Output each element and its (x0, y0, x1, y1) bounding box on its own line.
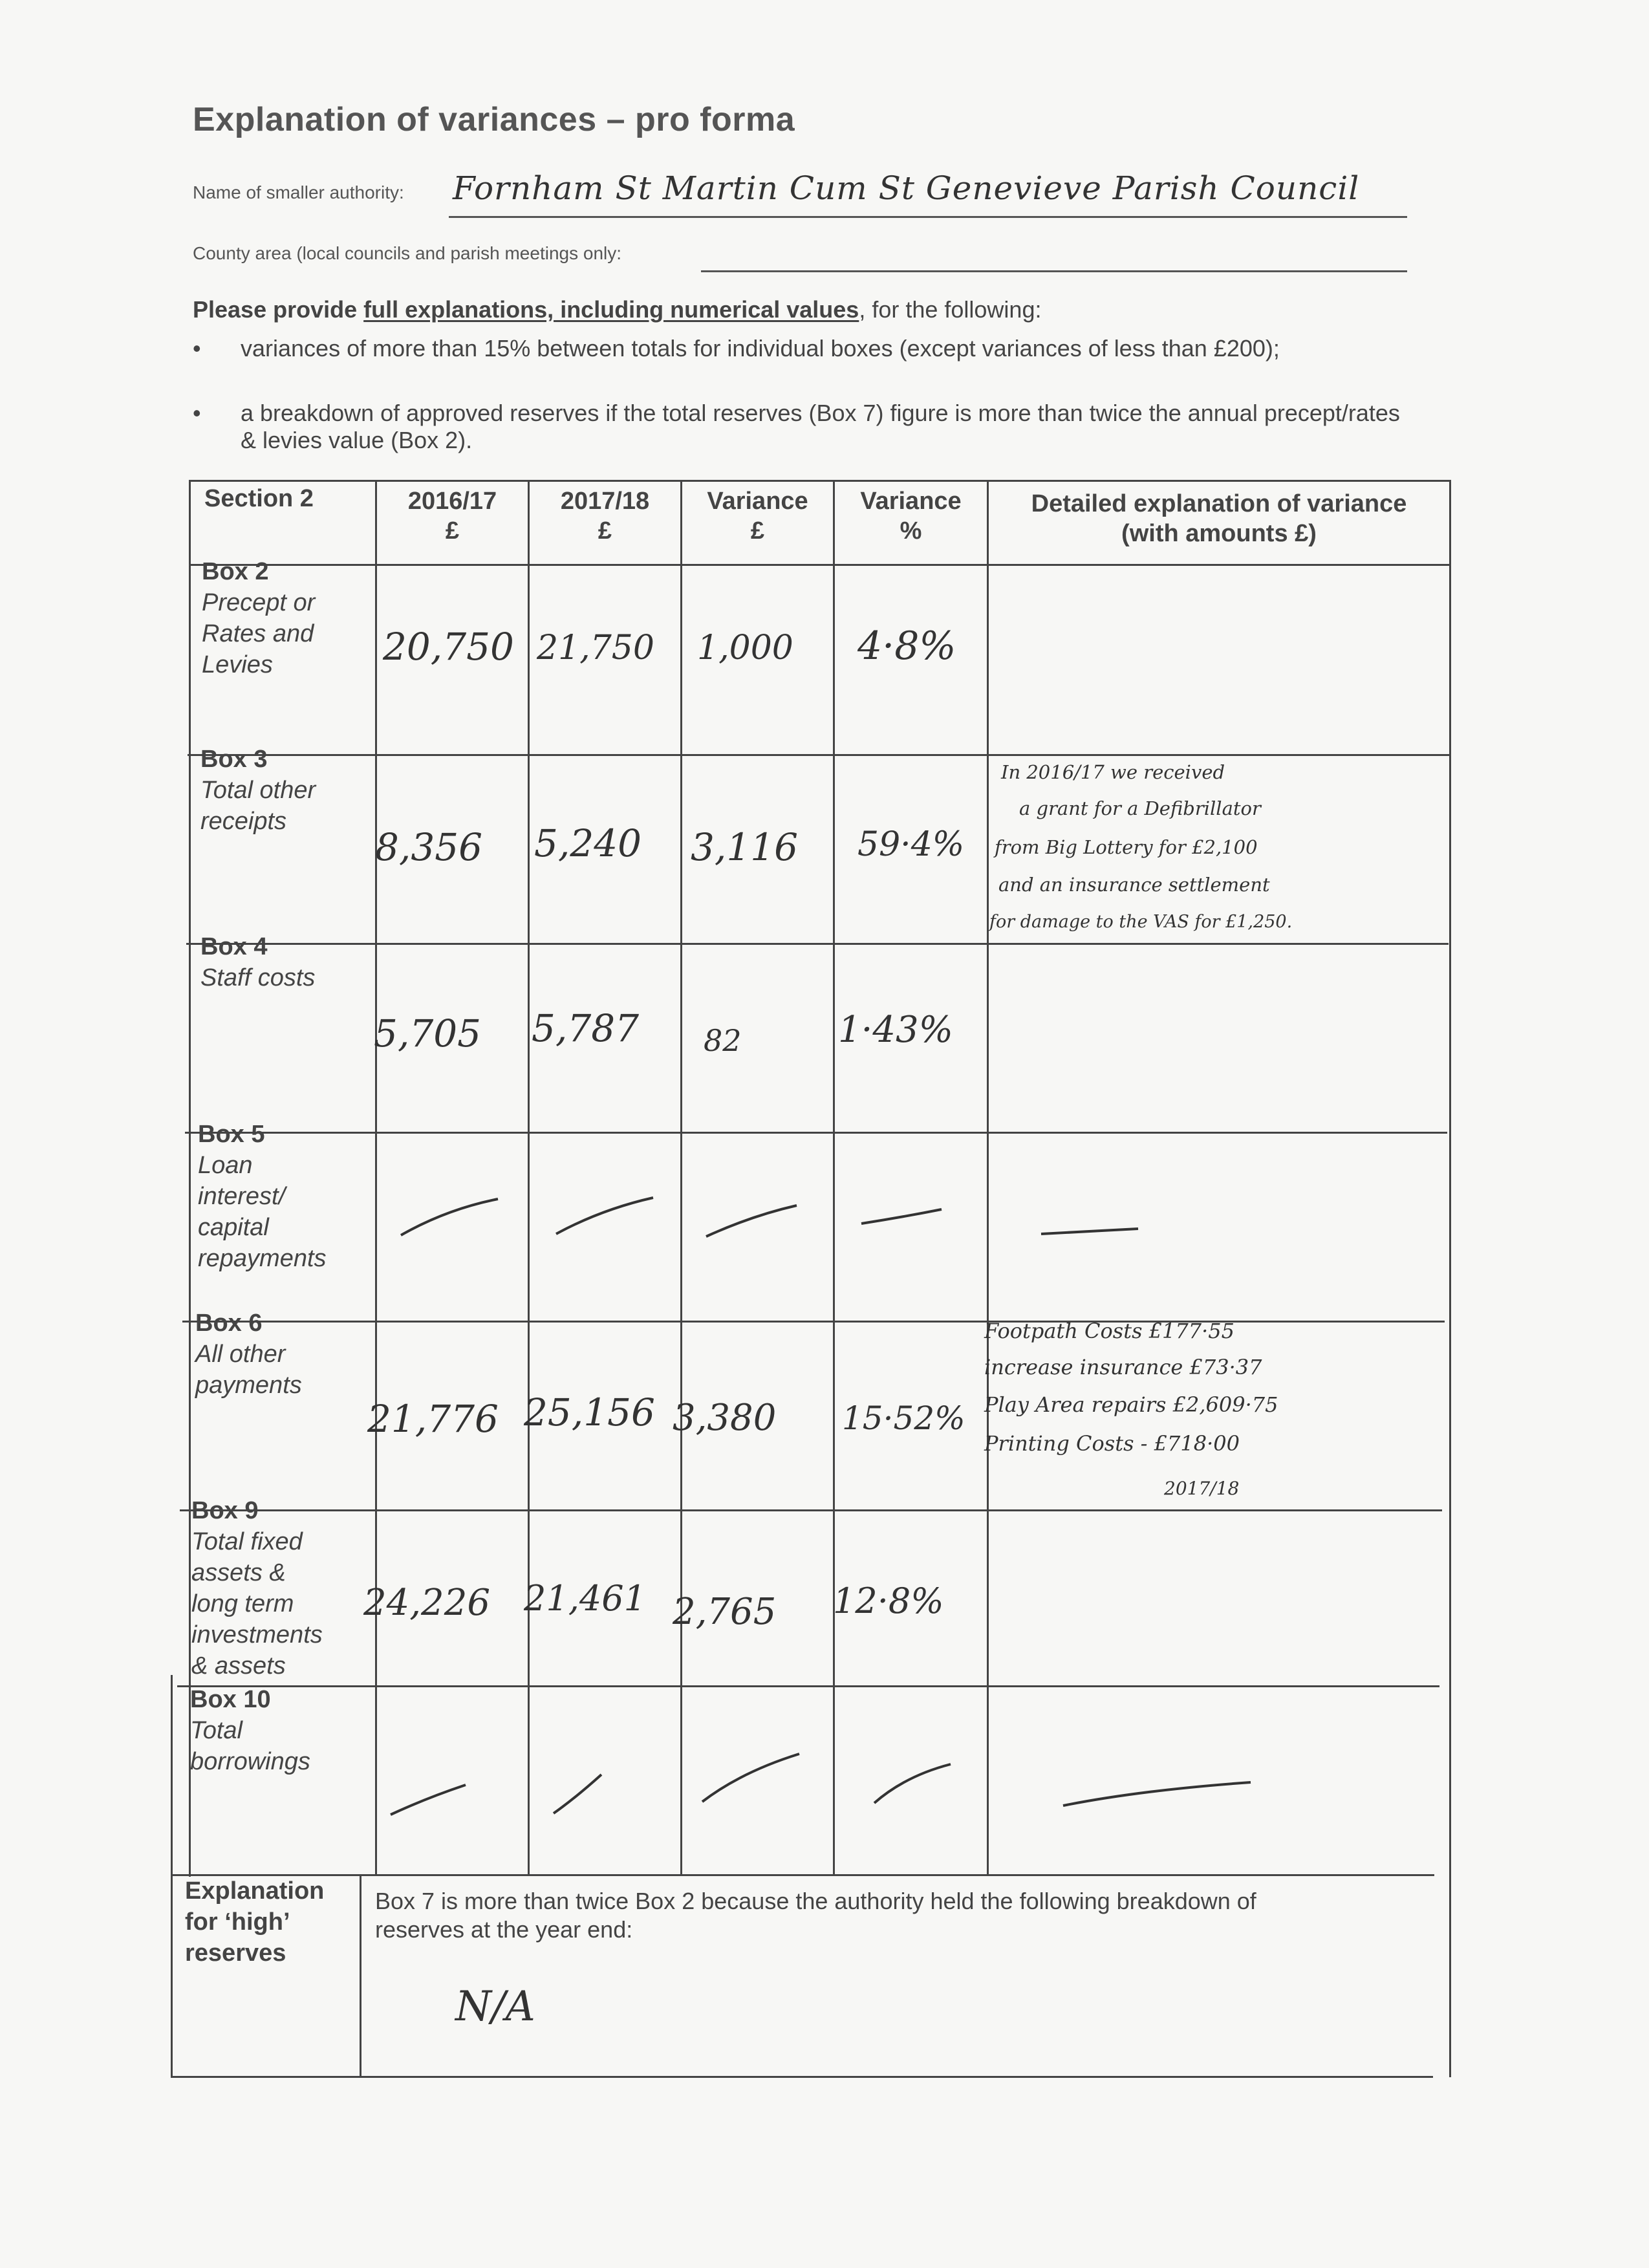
box-description: Staff costs (200, 964, 316, 991)
box2-variance-value[interactable]: 1,000 (697, 629, 793, 667)
box2-2017-value[interactable]: 21,750 (537, 629, 654, 667)
box9-variance-percent[interactable]: 12·8% (833, 1581, 944, 1621)
instructions-emphasis: full explanations, including numerical values (363, 296, 859, 323)
reserves-statement-line: Box 7 is more than twice Box 2 because the authority held the following breakdown of (375, 1888, 1256, 1914)
explanation-line: and an insurance settlement (998, 874, 1270, 896)
box4-variance-percent[interactable]: 1·43% (838, 1009, 953, 1051)
row-box4-label (200, 931, 315, 993)
authority-label: Name of smaller authority: (193, 182, 404, 202)
form-title: Explanation of variances – pro forma (193, 101, 795, 138)
box10-explanation-dash (1057, 1764, 1264, 1816)
col-divider-reserves (360, 1874, 361, 2077)
box3-variance-percent[interactable]: 59·4% (857, 825, 965, 864)
header-explanation-unit: (with amounts £) (1121, 520, 1317, 547)
authority-value[interactable]: Fornham St Martin Cum St Genevieve Parish Council (453, 169, 1360, 207)
row-divider (185, 1132, 1447, 1134)
header-variance-percent-unit: % (900, 517, 922, 545)
header-2016-17-unit: £ (445, 517, 460, 545)
box-description: Precept or (202, 589, 316, 616)
row-box5-label (198, 1119, 327, 1274)
table-top-border (189, 480, 1451, 482)
instructions-heading (193, 296, 1041, 323)
row-divider (177, 1685, 1439, 1687)
header-explanation (989, 489, 1449, 548)
reserves-label-line: Explanation (185, 1877, 325, 1905)
instructions-lead: Please provide (193, 296, 364, 323)
authority-underline (449, 216, 1407, 218)
box6-variance-value[interactable]: 3,380 (673, 1397, 777, 1439)
row-box9-label (191, 1495, 323, 1681)
bullet-1-text: variances of more than 15% between totals for individual boxes (except variances of less than £200); (241, 335, 1280, 362)
header-2017-18-label: 2017/18 (560, 488, 650, 515)
header-2017-18-unit: £ (598, 517, 612, 545)
county-label: County area (local councils and parish meetings only: (193, 243, 622, 263)
explanation-line: Play Area repairs £2,609·75 (984, 1392, 1278, 1417)
header-section: Section 2 (204, 485, 314, 512)
box-description: capital (198, 1214, 269, 1241)
box6-2017-value[interactable]: 25,156 (524, 1390, 655, 1434)
row-divider (189, 564, 1451, 566)
reserves-statement-line: reserves at the year end: (375, 1916, 633, 1943)
col-divider (528, 480, 530, 1874)
box2-2016-value[interactable]: 20,750 (383, 625, 514, 669)
box4-2017-value[interactable]: 5,787 (532, 1006, 640, 1050)
row-box6-label (195, 1308, 302, 1401)
box-description: Total (190, 1717, 242, 1744)
header-variance-amount-unit: £ (750, 517, 765, 545)
table-left-border-lower (171, 1675, 173, 2078)
box9-2016-value[interactable]: 24,226 (363, 1582, 490, 1624)
row-box2-label (202, 556, 315, 680)
box3-variance-value[interactable]: 3,116 (691, 825, 799, 869)
header-explanation-label: Detailed explanation of variance (1031, 490, 1407, 517)
reserves-label (185, 1875, 324, 1969)
reserves-answer[interactable]: N/A (455, 1983, 535, 2031)
box-description: receipts (200, 808, 287, 835)
box-number: Box 9 (191, 1497, 259, 1524)
box5-explanation-dash (1035, 1216, 1164, 1242)
header-variance-percent-label: Variance (860, 488, 962, 515)
col-divider (833, 480, 835, 1874)
box10-variance-dash (696, 1740, 825, 1811)
table-right-border (1449, 480, 1451, 2077)
bullet-icon: • (193, 335, 201, 362)
box-number: Box 5 (198, 1121, 265, 1148)
box-description: Loan (198, 1152, 253, 1179)
table-left-border-upper (189, 480, 191, 1877)
box9-2017-value[interactable]: 21,461 (524, 1578, 646, 1619)
box10-percent-dash (867, 1750, 996, 1815)
instructions-tail: , for the following: (859, 296, 1042, 323)
box3-2016-value[interactable]: 8,356 (375, 825, 483, 869)
header-variance-amount (682, 486, 833, 546)
header-2017-18 (530, 486, 680, 546)
explanation-line: for damage to the VAS for £1,250. (989, 912, 1293, 932)
explanation-line: a grant for a Defibrillator (1019, 797, 1261, 819)
box5-percent-dash (851, 1196, 980, 1235)
box-description: Total other (200, 777, 316, 804)
box-description: repayments (198, 1245, 327, 1272)
box4-variance-value[interactable]: 82 (704, 1023, 742, 1058)
box4-2016-value[interactable]: 5,705 (374, 1011, 482, 1055)
box10-2017-dash (543, 1759, 673, 1824)
explanation-line: increase insurance £73·37 (984, 1355, 1262, 1379)
explanation-line: Printing Costs - £718·00 (984, 1431, 1240, 1456)
bullet-2-text: a breakdown of approved reserves if the total reserves (Box 7) figure is more than twice the annual precept/rates & levies value (Box 2). (241, 400, 1400, 453)
box-number: Box 6 (195, 1310, 263, 1337)
box-description: assets & (191, 1559, 286, 1586)
col-divider (987, 480, 989, 1874)
box-description: investments (191, 1621, 323, 1648)
header-variance-percent (835, 486, 987, 546)
box-description: & assets (191, 1652, 286, 1679)
box5-2016-dash (388, 1190, 517, 1242)
bullet-icon: • (193, 400, 201, 426)
box5-variance-dash (693, 1196, 823, 1248)
box-description: payments (195, 1372, 302, 1399)
box-description: borrowings (190, 1748, 310, 1775)
box-description: interest/ (198, 1183, 286, 1210)
reserves-label-line: reserves (185, 1939, 286, 1967)
box6-2016-value[interactable]: 21,776 (367, 1397, 499, 1441)
box-description: Rates and (202, 620, 314, 647)
header-variance-amount-label: Variance (707, 488, 808, 515)
row-box10-label (190, 1684, 310, 1777)
row-divider (180, 1509, 1442, 1511)
box9-variance-value[interactable]: 2,765 (673, 1591, 777, 1633)
row-divider (182, 1321, 1445, 1323)
header-2016-17-label: 2016/17 (407, 488, 497, 515)
row-box3-label (200, 744, 316, 837)
box2-variance-percent[interactable]: 4·8% (857, 623, 956, 669)
county-underline (701, 270, 1407, 272)
box-description: All other (195, 1341, 286, 1368)
explanation-line: Footpath Costs £177·55 (984, 1319, 1234, 1343)
box-number: Box 2 (202, 558, 269, 585)
reserves-statement (375, 1887, 1442, 1944)
box-number: Box 3 (200, 746, 268, 773)
explanation-line: from Big Lottery for £2,100 (995, 836, 1258, 858)
box10-2016-dash (382, 1759, 511, 1824)
box-description: long term (191, 1590, 294, 1617)
box-description: Total fixed (191, 1528, 303, 1555)
explanation-line: In 2016/17 we received (1001, 761, 1225, 783)
explanation-line: 2017/18 (1164, 1478, 1240, 1499)
reserves-label-line: for ‘high’ (185, 1908, 290, 1936)
col-divider (680, 480, 682, 1874)
box-description: Levies (202, 651, 273, 678)
header-2016-17 (377, 486, 528, 546)
col-divider (375, 480, 377, 1874)
box-number: Box 4 (200, 933, 268, 960)
box5-2017-dash (543, 1190, 673, 1242)
box-number: Box 10 (190, 1686, 271, 1713)
box6-variance-percent[interactable]: 15·52% (842, 1399, 965, 1437)
box3-2017-value[interactable]: 5,240 (534, 821, 642, 865)
